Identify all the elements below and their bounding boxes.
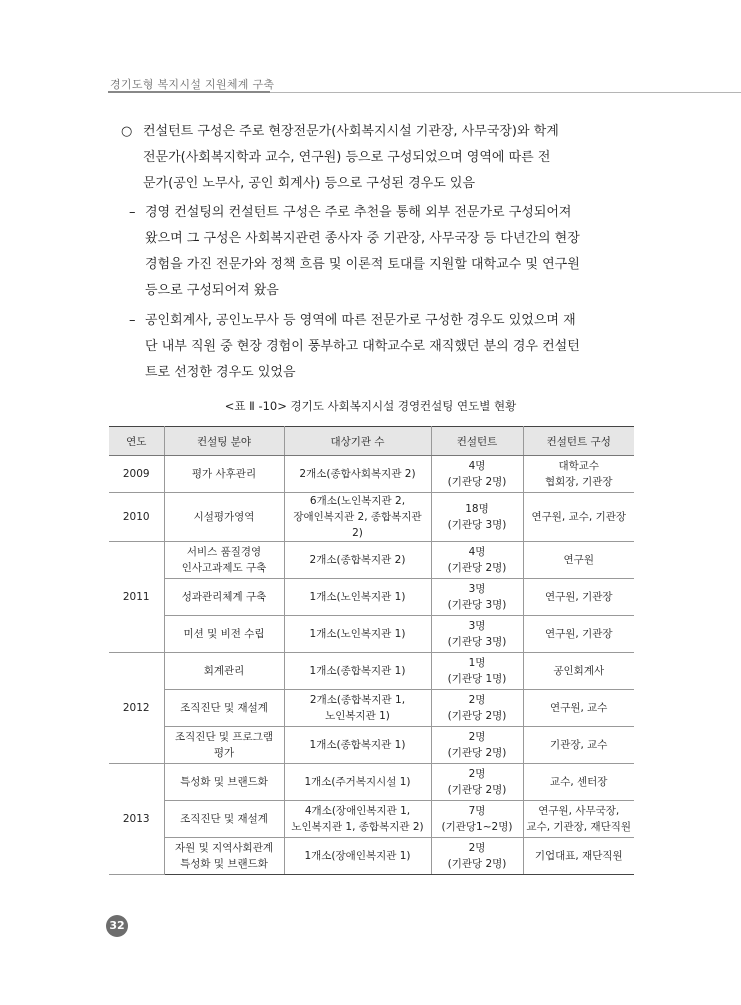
running-header: 경기도형 복지시설 지원체계 구축 [110,78,275,91]
paragraph-line: 경험을 가진 전문가와 정책 흐름 및 이론적 토대를 지원할 대학교수 및 연구원 [145,257,580,272]
consultants-cell-text: 2명 [468,731,486,743]
paragraph-line: 트로 선정한 경우도 있었음 [145,365,296,380]
header-consultants: 컨설턴트 [431,427,523,456]
consultants-cell [431,727,523,764]
dash-bullet-icon: – [129,313,136,328]
consultants-cell [431,653,523,690]
circle-bullet-icon: ○ [121,124,133,139]
consultants-cell [431,542,523,579]
target-cell [284,653,431,690]
composition-cell [523,801,634,838]
consultants-cell-text: (기관당 2명) [447,858,507,870]
paragraph-line: 컨설턴트 구성은 주로 현장전문가(사회복지시설 기관장, 사무국장)와 학계 [143,124,559,139]
target-cell [284,727,431,764]
field-cell-text: 특성화 및 브랜드화 [180,858,268,870]
header-composition: 컨설턴트 구성 [523,427,634,456]
field-cell [164,727,284,764]
consultants-cell-text: (기관당 2명) [447,784,507,796]
table-row [109,838,634,875]
consultants-cell [431,690,523,727]
composition-cell-text: 기관장, 교수 [550,739,608,751]
consulting-table [109,426,634,875]
target-cell-text: 6개소(노인복지관 2, [309,495,406,507]
field-cell [164,542,284,579]
composition-cell-text: 연구원, 기관장 [544,628,613,640]
composition-cell-text: 연구원 [563,554,594,566]
paragraph-line: 경영 컨설팅의 컨설턴트 구성은 주로 추천을 통해 외부 전문가로 구성되어져 [145,205,572,220]
composition-cell [523,579,634,616]
field-cell [164,764,284,801]
target-cell [284,764,431,801]
field-cell-text: 평가 사후관리 [191,468,257,480]
field-cell-text: 조직진단 및 재설계 [180,813,268,825]
field-cell [164,801,284,838]
target-cell-text: 2개소(종합복지관 2) [309,554,406,566]
consultants-cell-text: 2명 [468,694,486,706]
year-cell: 2012 [109,653,164,764]
dash-paragraph-2 [129,308,641,386]
composition-cell [523,727,634,764]
composition-cell-text: 공인회계사 [553,665,605,677]
consultants-cell [431,456,523,493]
field-cell [164,493,284,542]
composition-cell [523,690,634,727]
field-cell-text: 조직진단 및 프로그램 [175,731,273,743]
table-row [109,690,634,727]
field-cell-text: 인사고과제도 구축 [181,562,267,574]
field-cell-text: 조직진단 및 재설계 [180,702,268,714]
table-row [109,493,634,542]
field-cell [164,456,284,493]
target-cell [284,690,431,727]
table-row [109,727,634,764]
table-row [109,542,634,579]
table-row [109,616,634,653]
consultants-cell-text: (기관당 3명) [447,599,507,611]
field-cell-text: 성과관리체계 구축 [181,591,267,603]
target-cell-text: 1개소(종합복지관 1) [309,665,406,677]
consultants-cell-text: 4명 [468,460,486,472]
table-header-row [109,427,634,456]
consultants-cell-text: 2명 [468,768,486,780]
consultants-cell-text: 7명 [468,805,486,817]
field-cell-text: 평가 [213,747,235,759]
paragraph-line: 등으로 구성되어져 왔음 [145,283,279,298]
table-row [109,764,634,801]
consultants-cell [431,616,523,653]
field-cell [164,838,284,875]
field-cell [164,579,284,616]
consultants-cell [431,801,523,838]
header-rule-accent [108,91,270,93]
composition-cell [523,542,634,579]
composition-cell-text: 기업대표, 재단직원 [534,850,623,862]
composition-cell [523,493,634,542]
dash-bullet-icon: – [129,205,136,220]
table-row [109,579,634,616]
consultants-cell-text: (기관당 2명) [447,747,507,759]
field-cell-text: 서비스 품질경영 [186,546,262,558]
field-cell-text: 특성화 및 브랜드화 [180,776,268,788]
paragraph-line: 단 내부 직원 중 현장 경험이 풍부하고 대학교수로 재직했던 분의 경우 컨설턴 [145,339,580,354]
dash-paragraph-1 [129,200,641,304]
composition-cell [523,616,634,653]
composition-cell-text: 교수, 기관장, 재단직원 [526,821,632,833]
consultants-cell-text: (기관당 3명) [447,519,507,531]
consultants-cell-text: 18명 [465,503,489,515]
year-cell: 2011 [109,542,164,653]
page-number-badge: 32 [106,915,128,937]
consultants-cell [431,764,523,801]
target-cell-text: 1개소(노인복지관 1) [309,628,406,640]
table-row [109,801,634,838]
target-cell-text: 1개소(종합복지관 1) [309,739,406,751]
consultants-cell-text: (기관당 3명) [447,636,507,648]
field-cell-text: 미션 및 비전 수립 [183,628,265,640]
table-body [109,456,634,875]
target-cell [284,579,431,616]
target-cell-text: 1개소(장애인복지관 1) [304,850,411,862]
consultants-cell-text: 1명 [468,657,486,669]
consultants-cell-text: (기관당 1명) [447,673,507,685]
target-cell-text: 1개소(주거복지시설 1) [304,776,411,788]
target-cell [284,616,431,653]
consultants-cell-text: (기관당1~2명) [441,821,513,833]
target-cell [284,838,431,875]
year-cell: 2009 [109,456,164,493]
consultants-cell [431,493,523,542]
table-row [109,653,634,690]
target-cell [284,542,431,579]
composition-cell [523,764,634,801]
consultants-cell-text: (기관당 2명) [447,476,507,488]
target-cell-text: 4개소(장애인복지관 1, [304,805,411,817]
field-cell [164,690,284,727]
table-row [109,456,634,493]
consultants-cell-text: 4명 [468,546,486,558]
target-cell-text: 노인복지관 1, 종합복지관 2) [291,821,424,833]
paragraph-line: 공인회계사, 공인노무사 등 영역에 따른 전문가로 구성한 경우도 있었으며 재 [145,313,576,328]
composition-cell-text: 협회장, 기관장 [544,476,613,488]
target-cell [284,801,431,838]
field-cell [164,616,284,653]
target-cell-text: 2개소(종합복지관 1, [309,694,406,706]
composition-cell-text: 대학교수 [558,460,600,472]
target-cell [284,493,431,542]
table-caption: <표 Ⅱ -10> 경기도 사회복지시설 경영컨설팅 연도별 현황 [224,399,517,413]
field-cell-text: 시설평가영역 [193,511,255,523]
paragraph-line: 전문가(사회복지학과 교수, 연구원) 등으로 구성되었으며 영역에 따른 전 [143,150,551,165]
year-cell: 2010 [109,493,164,542]
consultants-cell-text: 3명 [468,620,486,632]
field-cell-text: 회계관리 [203,665,245,677]
target-cell-text: 2개소(종합사회복지관 2) [299,468,416,480]
composition-cell-text: 연구원, 기관장 [544,591,613,603]
paragraph-line: 문가(공인 노무사, 공인 회계사) 등으로 구성된 경우도 있음 [143,176,476,191]
composition-cell [523,456,634,493]
year-cell: 2013 [109,764,164,875]
target-cell-text: 노인복지관 1) [325,710,390,722]
target-cell-text: 장애인복지관 2, 종합복지관 2) [293,511,422,539]
consultants-cell-text: 3명 [468,583,486,595]
field-cell-text: 자원 및 지역사회관계 [175,842,273,854]
composition-cell [523,653,634,690]
target-cell [284,456,431,493]
consultants-cell-text: (기관당 2명) [447,562,507,574]
header-field: 컨설팅 분야 [164,427,284,456]
composition-cell [523,838,634,875]
field-cell [164,653,284,690]
composition-cell-text: 연구원, 교수 [550,702,608,714]
composition-cell-text: 연구원, 교수, 기관장 [531,511,626,523]
composition-cell-text: 교수, 센터장 [550,776,608,788]
bullet-paragraph-1 [121,119,641,197]
consultants-cell-text: (기관당 2명) [447,710,507,722]
header-year: 연도 [109,427,164,456]
target-cell-text: 1개소(노인복지관 1) [309,591,406,603]
consultants-cell [431,838,523,875]
paragraph-line: 왔으며 그 구성은 사회복지관련 종사자 중 기관장, 사무국장 등 다년간의 현장 [145,231,580,246]
consultants-cell [431,579,523,616]
consultants-cell-text: 2명 [468,842,486,854]
composition-cell-text: 연구원, 사무국장, [538,805,620,817]
header-target: 대상기관 수 [284,427,431,456]
